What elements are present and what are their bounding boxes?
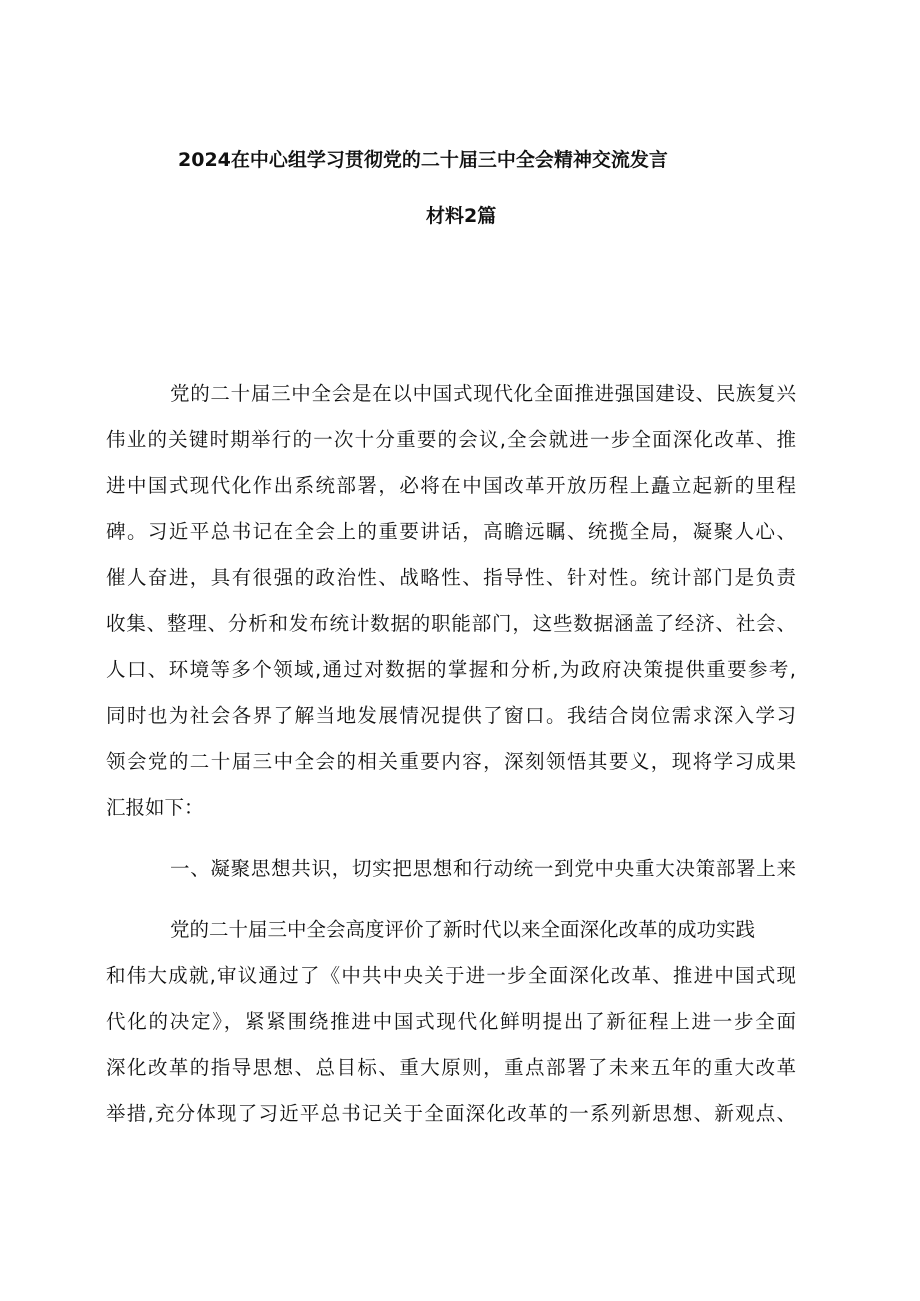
paragraph-1-line-8: 同时也为社会各界了解当地发展情况提供了窗口。我结合岗位需求深入学习	[106, 704, 796, 727]
section-1-heading: 一、凝聚思想共识，切实把思想和行动统一到党中央重大决策部署上来	[170, 857, 796, 880]
paragraph-2-line-1: 党的二十届三中全会高度评价了新时代以来全面深化改革的成功实践	[170, 918, 756, 941]
paragraph-2-line-5: 举措,充分体现了习近平总书记关于全面深化改革的一系列新思想、新观点、	[106, 1102, 796, 1125]
paragraph-1-line-2: 伟业的关键时期举行的一次十分重要的会议,全会就进一步全面深化改革、推	[106, 428, 796, 451]
paragraph-1-line-7: 人口、环境等多个领域,通过对数据的掌握和分析,为政府决策提供重要参考,	[106, 658, 796, 681]
paragraph-1-line-3: 进中国式现代化作出系统部署，必将在中国改革开放历程上矗立起新的里程	[106, 474, 796, 497]
paragraph-1-line-9: 领会党的二十届三中全会的相关重要内容，深刻领悟其要义，现将学习成果	[106, 750, 796, 773]
document-title-line-1: 2024在中心组学习贯彻党的二十届三中全会精神交流发言	[178, 149, 668, 171]
paragraph-1-line-6: 收集、整理、分析和发布统计数据的职能部门，这些数据涵盖了经济、社会、	[106, 612, 796, 635]
paragraph-2-line-3: 代化的决定》，紧紧围绕推进中国式现代化鲜明提出了新征程上进一步全面	[106, 1010, 796, 1033]
paragraph-1-line-5: 催人奋进，具有很强的政治性、战略性、指导性、针对性。统计部门是负责	[106, 566, 796, 589]
document-title-line-2: 材料2篇	[426, 205, 497, 227]
paragraph-1-line-4: 碑。习近平总书记在全会上的重要讲话，高瞻远瞩、统揽全局，凝聚人心、	[106, 520, 796, 543]
paragraph-2-line-2: 和伟大成就,审议通过了《中共中央关于进一步全面深化改革、推进中国式现	[106, 964, 796, 987]
paragraph-1-line-1: 党的二十届三中全会是在以中国式现代化全面推进强国建设、民族复兴	[170, 382, 796, 405]
paragraph-1-line-10: 汇报如下：	[106, 796, 204, 819]
paragraph-2-line-4: 深化改革的指导思想、总目标、重大原则，重点部署了未来五年的重大改革	[106, 1056, 796, 1079]
